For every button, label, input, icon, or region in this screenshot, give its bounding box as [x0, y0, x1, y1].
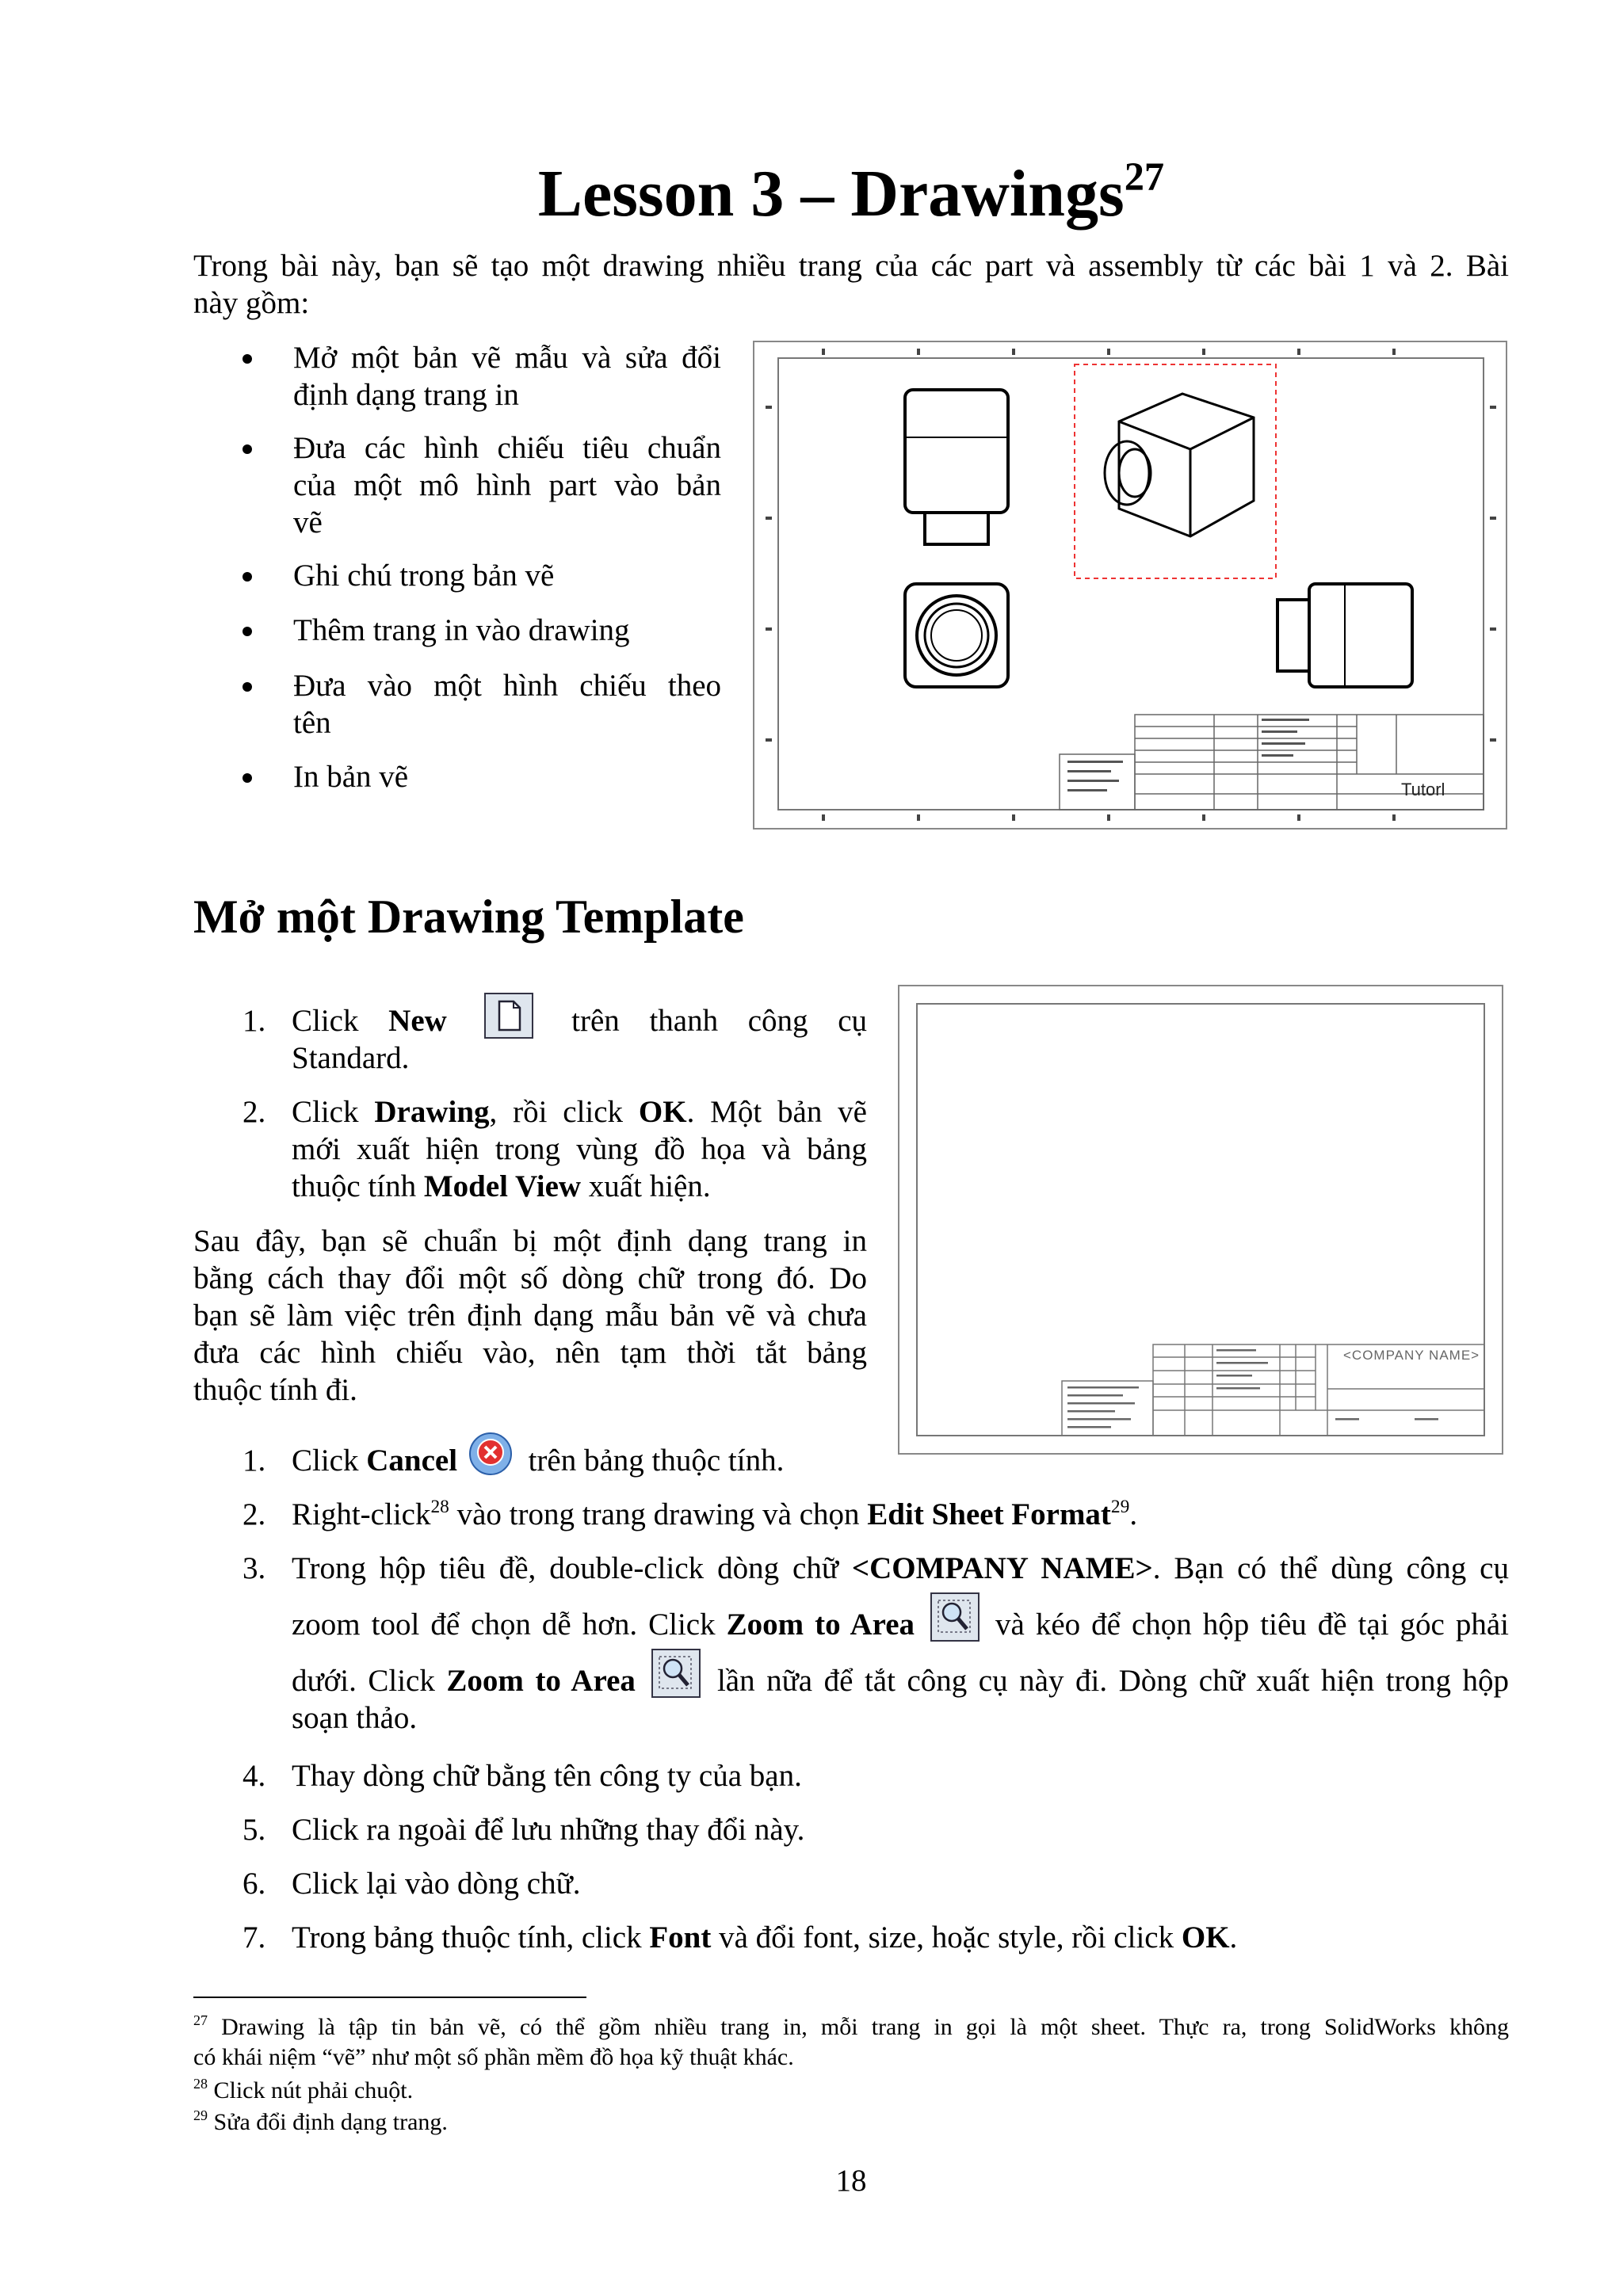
step-number: 1. — [242, 1004, 266, 1038]
step-number: 2. — [242, 1095, 266, 1129]
footnote-28: $^{28}$ Click nút phải chuột. — [193, 2076, 414, 2103]
drawing-sheet-illustration — [754, 342, 1506, 828]
step-cancel: Click Cancel trên bảng thuộc tính. — [292, 1442, 784, 1479]
lesson-title: Lesson 3 – Drawings$^{27}$ — [537, 154, 1165, 231]
title-block-logo-text: Tutorl — [1401, 780, 1445, 799]
step-drawing: Click Drawing, rồi click OK. Một bản vẽ mới xuất hiện trong vùng đồ họa và bảng thuộc tính Model View xuất hiện. — [292, 1095, 867, 1203]
new-document-icon — [484, 993, 533, 1039]
zoom-to-area-icon — [651, 1649, 701, 1698]
page-number: 18 — [835, 2164, 867, 2198]
step-number: 4. — [242, 1759, 266, 1793]
step-click-text: Click lại vào dòng chữ. — [292, 1867, 581, 1901]
bullet-dot — [242, 572, 252, 582]
drawing-sheet-figure — [753, 341, 1507, 830]
step-company-name: Trong hộp tiêu đề, double-click dòng chữ <COMPANY NAME>. Bạn có thể dùng công cụ zoom tool để chọn dễ hơn. Click Zoom to Area và kéo để chọn hộp tiêu đề tại góc phải dưới. Click Zoom to Area lần nữa để tắt công cụ này đi. Dòng chữ xuất hiện trong hộp soạn thảo. — [292, 1551, 1509, 1735]
step-number: 7. — [242, 1920, 266, 1955]
footnote-separator — [193, 1997, 586, 1998]
footnote-27: $^{27}$ Drawing là tập tin bản vẽ, có thể gồm nhiều trang in, mỗi trang in gọi là một sheet. Thực ra, trong SolidWorks không có khái niệm “vẽ” như một số phần mềm đồ họa kỹ thuật khác. — [193, 2012, 1509, 2070]
intro-line-1: Trong bài này, bạn sẽ tạo một drawing nhiều trang của các part và assembly từ các bài 1 và 2. Bài — [193, 249, 1509, 283]
bullet-dot — [242, 354, 252, 364]
step-new: Click New trên thanh công cụ Standard. — [292, 1002, 867, 1077]
step-number: 6. — [242, 1867, 266, 1901]
step-number: 3. — [242, 1551, 266, 1585]
intro-line-2: này gồm: — [193, 286, 310, 320]
cancel-icon — [468, 1432, 513, 1476]
bullet-dot — [242, 444, 252, 454]
section-heading: Mở một Drawing Template — [193, 891, 744, 943]
bullet-dot — [242, 773, 252, 783]
step-font: Trong bảng thuộc tính, click Font và đổi font, size, hoặc style, rồi click OK. — [292, 1920, 1238, 1955]
step-click-outside: Click ra ngoài để lưu những thay đổi này. — [292, 1813, 805, 1847]
step-edit-sheet-format: Right-click$^{28}$ vào trong trang drawing và chọn Edit Sheet Format$^{29}$. — [292, 1496, 1138, 1531]
bullet-dot — [242, 682, 252, 692]
step-number: 5. — [242, 1813, 266, 1847]
intro-paragraph: Sau đây, bạn sẽ chuẩn bị một định dạng trang in bằng cách thay đổi một số dòng chữ trong đó. Do bạn sẽ làm việc trên định dạng mẫu bản vẽ và chưa đưa các hình chiếu vào, nên tạm thời tắt bảng thuộc tính đi. — [193, 1224, 867, 1407]
blank-template-illustration — [899, 986, 1502, 1453]
step-number: 1. — [242, 1444, 266, 1478]
blank-template-figure — [898, 985, 1503, 1455]
step-number: 2. — [242, 1497, 266, 1531]
company-name-placeholder: <COMPANY NAME> — [1343, 1348, 1480, 1363]
bullet-dot — [242, 627, 252, 636]
zoom-to-area-icon — [930, 1592, 980, 1642]
footnote-29: $^{29}$ Sửa đổi định dạng trang. — [193, 2107, 448, 2135]
step-replace-text: Thay dòng chữ bằng tên công ty của bạn. — [292, 1759, 802, 1793]
